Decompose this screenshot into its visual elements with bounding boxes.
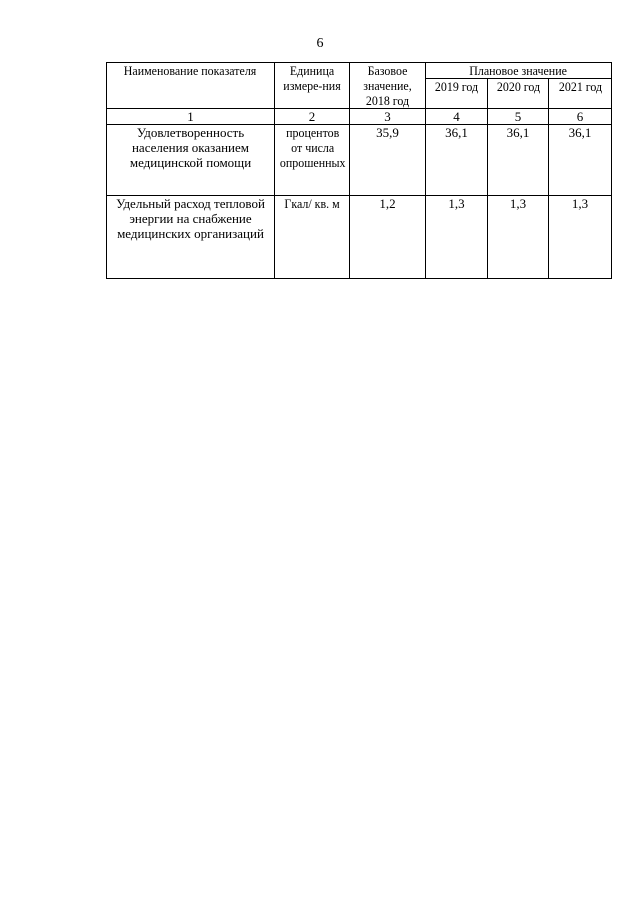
header-name: Наименование показателя: [107, 63, 275, 109]
indicator-unit: Гкал/ кв. м: [275, 196, 350, 279]
header-unit: Единица измере-ния: [275, 63, 350, 109]
indicators-table: [106, 62, 612, 279]
indicator-value-2019: 1,3: [426, 196, 488, 279]
column-index: 4: [426, 109, 488, 125]
indicator-name: Удельный расход тепловой энергии на снабжение медицинских организаций: [107, 196, 275, 279]
indicator-value-2019: 36,1: [426, 125, 488, 196]
header-year-2021: 2021 год: [549, 79, 612, 109]
column-index: 2: [275, 109, 350, 125]
page-number: 6: [316, 36, 324, 51]
indicator-value-2020: 1,3: [488, 196, 549, 279]
column-index: 6: [549, 109, 612, 125]
header-planned: Плановое значение: [426, 63, 612, 79]
indicator-base-value: 35,9: [350, 125, 426, 196]
header-year-2020: 2020 год: [488, 79, 549, 109]
table-row: [107, 125, 612, 196]
table-row: [107, 196, 612, 279]
indicator-base-value: 1,2: [350, 196, 426, 279]
column-index: 3: [350, 109, 426, 125]
header-year-2019: 2019 год: [426, 79, 488, 109]
column-index: 5: [488, 109, 549, 125]
indicator-value-2021: 1,3: [549, 196, 612, 279]
column-index-row: [107, 109, 612, 125]
header-base: Базовое значение, 2018 год: [350, 63, 426, 109]
header-row: [107, 63, 612, 79]
indicator-name: Удовлетворенность населения оказанием медицинской помощи: [107, 125, 275, 196]
indicator-value-2020: 36,1: [488, 125, 549, 196]
indicator-value-2021: 36,1: [549, 125, 612, 196]
indicator-unit: процентов от числа опрошенных: [275, 125, 350, 196]
column-index: 1: [107, 109, 275, 125]
